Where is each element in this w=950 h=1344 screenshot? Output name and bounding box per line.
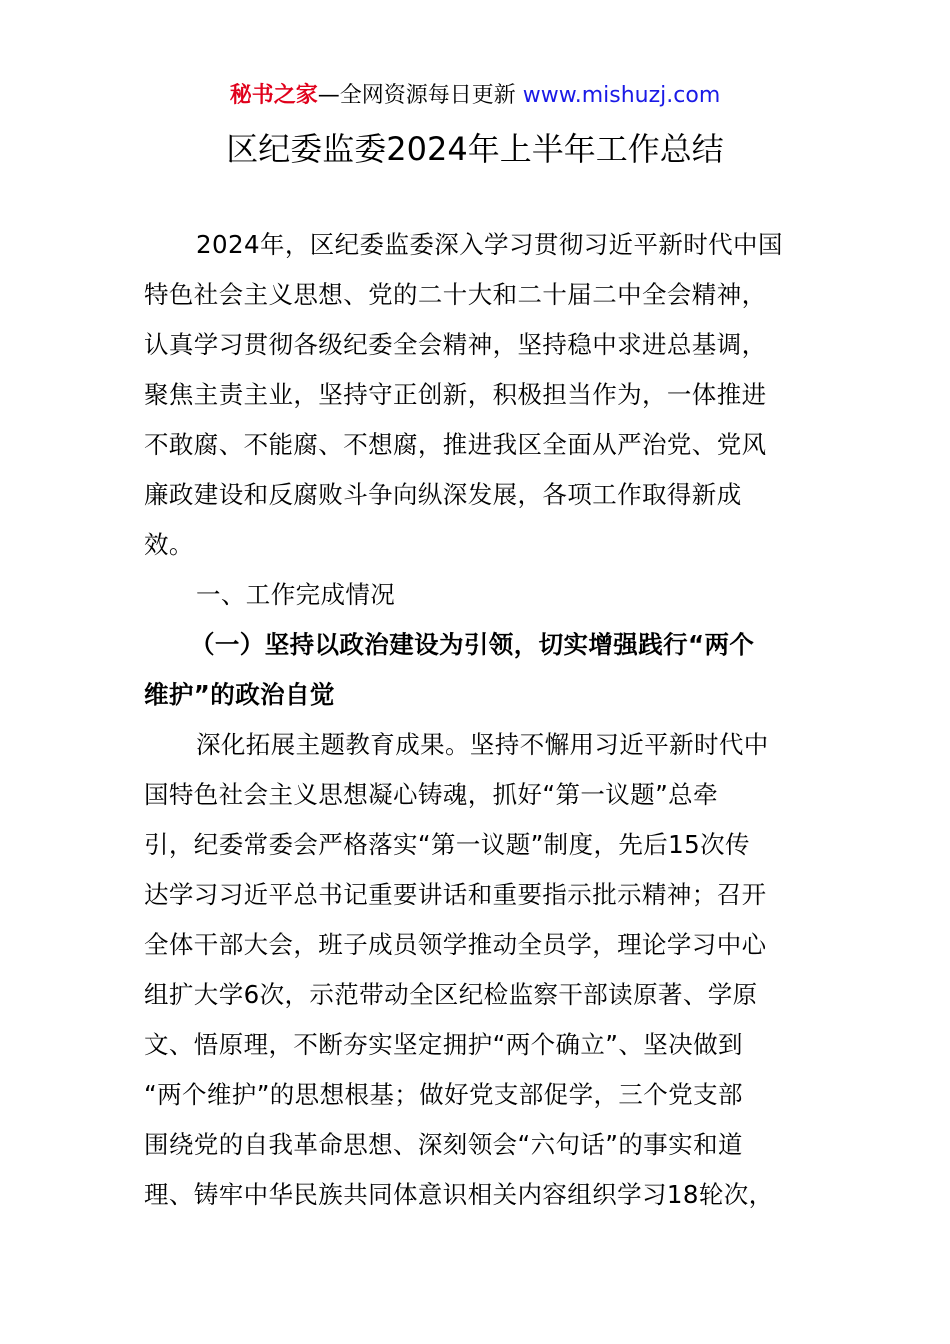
paragraph-line: 达学习习近平总书记重要讲话和重要指示批示精神；召开 [144,880,767,909]
paragraph-line: 认真学习贯彻各级纪委全会精神，坚持稳中求进总基调， [144,330,767,359]
paragraph-line: 引，纪委常委会严格落实“第一议题”制度，先后15次传 [144,830,750,859]
paragraph-line: 特色社会主义思想、党的二十大和二十届二中全会精神， [144,280,767,309]
paragraph-line: 组扩大学6次，示范带动全区纪检监察干部读原著、学原 [144,980,758,1009]
paragraph-line: 国特色社会主义思想凝心铸魂，抓好“第一议题”总牵 [144,780,718,809]
paragraph-line: 全体干部大会，班子成员领学推动全员学，理论学习中心 [144,930,767,959]
document-title: 区纪委监委2024年上半年工作总结 [226,130,724,168]
brand-name: 秘书之家 [229,83,318,108]
site-banner [0,80,950,112]
paragraph-line: 2024年，区纪委监委深入学习贯彻习近平新时代中国 [196,230,783,259]
paragraph-line: 廉政建设和反腐败斗争向纵深发展，各项工作取得新成 [144,480,742,509]
section-heading: 一、工作完成情况 [196,580,396,609]
subsection-heading: 维护”的政治自觉 [144,680,335,709]
paragraph-line: 聚焦主责主业，坚持守正创新，积极担当作为，一体推进 [144,380,767,409]
paragraph-line: 理、铸牢中华民族共同体意识相关内容组织学习18轮次， [144,1180,774,1209]
paragraph-line: 不敢腐、不能腐、不想腐，推进我区全面从严治党、党风 [144,430,767,459]
subsection-heading: （一）坚持以政治建设为引领，切实增强践行“两个 [190,630,755,659]
banner-tagline: —全网资源每日更新 [317,83,523,108]
site-url[interactable]: www.mishuzj.com [522,83,721,108]
paragraph-line: 围绕党的自我革命思想、深刻领会“六句话”的事实和道 [144,1130,743,1159]
paragraph-line: 深化拓展主题教育成果。坚持不懈用习近平新时代中 [196,730,769,759]
paragraph-line: 效。 [144,530,194,559]
paragraph-line: “两个维护”的思想根基；做好党支部促学，三个党支部 [144,1080,743,1109]
paragraph-line: 文、悟原理，不断夯实坚定拥护“两个确立”、坚决做到 [144,1030,743,1059]
